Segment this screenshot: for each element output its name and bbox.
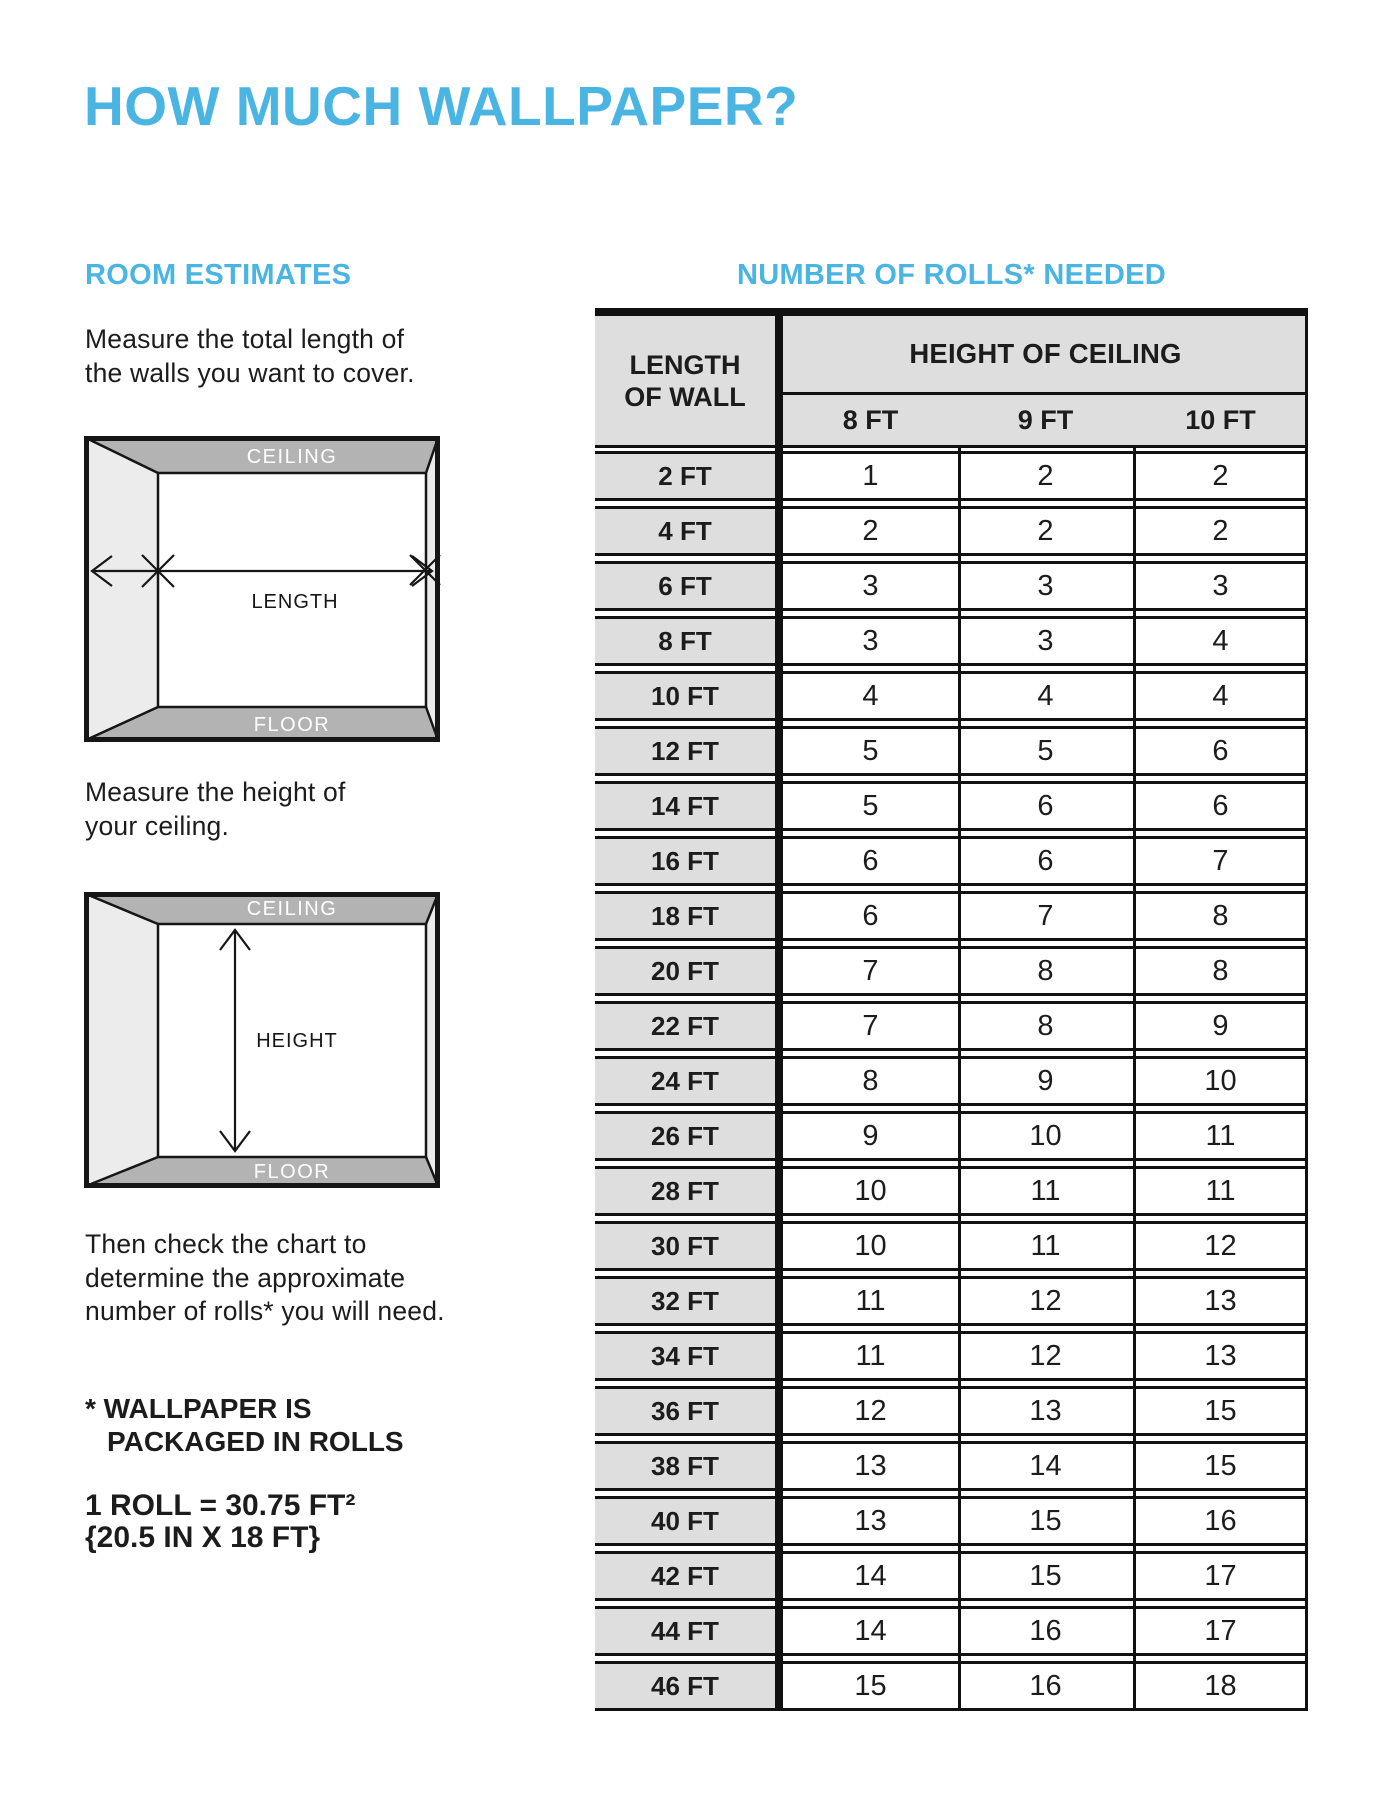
roll-count-cell: 5 (958, 726, 1133, 776)
wall-length-cell: 24 FT (595, 1056, 775, 1106)
row-values (783, 1661, 1308, 1711)
wall-length-cell: 46 FT (595, 1661, 775, 1711)
table-row (595, 1111, 1308, 1161)
roll-count-cell: 10 (783, 1166, 958, 1216)
row-values (783, 781, 1308, 831)
roll-count-cell: 15 (1133, 1386, 1308, 1436)
table-row (595, 1496, 1308, 1546)
row-values (783, 616, 1308, 666)
roll-count-cell: 10 (1133, 1056, 1308, 1106)
wall-length-cell: 36 FT (595, 1386, 775, 1436)
row-values (783, 1386, 1308, 1436)
row-values (783, 1111, 1308, 1161)
ceiling-label: CEILING (246, 898, 338, 920)
roll-count-cell: 13 (1133, 1331, 1308, 1381)
roll-count-cell: 4 (1133, 671, 1308, 721)
roll-count-cell: 15 (1133, 1441, 1308, 1491)
table-top-border (595, 308, 1308, 316)
roll-count-cell: 17 (1133, 1606, 1308, 1656)
left-wall (86, 894, 158, 1186)
table-row (595, 891, 1308, 941)
paragraph-line: number of rolls* you will need. (85, 1296, 445, 1326)
table-row (595, 946, 1308, 996)
roll-count-cell: 13 (958, 1386, 1133, 1436)
table-row (595, 1276, 1308, 1326)
roll-count-cell: 12 (958, 1276, 1133, 1326)
row-values (783, 1221, 1308, 1271)
row-values (783, 1276, 1308, 1326)
height-of-ceiling-label: HEIGHT OF CEILING (909, 338, 1182, 369)
measure-height-paragraph (85, 775, 346, 843)
row-values (783, 1056, 1308, 1106)
wall-length-cell: 14 FT (595, 781, 775, 831)
roll-count-cell: 13 (783, 1496, 958, 1546)
table-row (595, 451, 1308, 501)
ceiling-height-header (783, 316, 1308, 448)
header-line: OF WALL (624, 381, 746, 412)
roll-count-cell: 3 (1133, 561, 1308, 611)
roll-count-cell: 4 (958, 671, 1133, 721)
wall-length-cell: 20 FT (595, 946, 775, 996)
row-values (783, 1166, 1308, 1216)
roll-count-cell: 2 (783, 506, 958, 556)
roll-count-cell: 11 (1133, 1111, 1308, 1161)
roll-count-cell: 2 (958, 506, 1133, 556)
roll-count-cell: 17 (1133, 1551, 1308, 1601)
table-row (595, 836, 1308, 886)
table-row (595, 1331, 1308, 1381)
roll-count-cell: 2 (1133, 506, 1308, 556)
table-row (595, 616, 1308, 666)
roll-count-cell: 11 (1133, 1166, 1308, 1216)
roll-count-cell: 5 (783, 726, 958, 776)
row-values (783, 891, 1308, 941)
floor-label: FLOOR (253, 1161, 331, 1183)
row-values (783, 836, 1308, 886)
table-row (595, 506, 1308, 556)
roll-count-cell: 9 (1133, 1001, 1308, 1051)
roll-count-cell: 5 (783, 781, 958, 831)
roll-count-cell: 6 (783, 836, 958, 886)
roll-count-cell: 3 (958, 616, 1133, 666)
table-row (595, 671, 1308, 721)
paragraph-line: Then check the chart to (85, 1229, 367, 1259)
back-wall (158, 473, 426, 707)
roll-count-cell: 13 (783, 1441, 958, 1491)
room-length-diagram (84, 436, 440, 742)
wall-length-cell: 28 FT (595, 1166, 775, 1216)
wall-length-cell: 4 FT (595, 506, 775, 556)
left-wall (86, 438, 158, 740)
table-thick-divider (775, 316, 783, 1711)
roll-count-cell: 15 (958, 1551, 1133, 1601)
roll-count-cell: 6 (1133, 726, 1308, 776)
roll-count-cell: 9 (958, 1056, 1133, 1106)
row-values (783, 726, 1308, 776)
row-values (783, 1331, 1308, 1381)
wall-length-cell: 30 FT (595, 1221, 775, 1271)
wall-length-cell: 26 FT (595, 1111, 775, 1161)
roll-count-cell: 6 (1133, 781, 1308, 831)
roll-count-cell: 16 (958, 1606, 1133, 1656)
roll-count-cell: 6 (958, 781, 1133, 831)
paragraph-line: the walls you want to cover. (85, 358, 415, 388)
wall-length-cell: 6 FT (595, 561, 775, 611)
table-rows (595, 451, 1308, 1716)
wall-length-cell: 16 FT (595, 836, 775, 886)
table-row (595, 1551, 1308, 1601)
rolls-needed-heading: NUMBER OF ROLLS* NEEDED (736, 259, 1167, 291)
row-values (783, 1496, 1308, 1546)
table-row (595, 1386, 1308, 1436)
roll-count-cell: 12 (1133, 1221, 1308, 1271)
row-values (783, 1001, 1308, 1051)
length-of-wall-header (595, 316, 775, 448)
paragraph-line: your ceiling. (85, 811, 230, 841)
wall-length-cell: 42 FT (595, 1551, 775, 1601)
floor-label: FLOOR (253, 714, 331, 736)
roll-count-cell: 11 (958, 1166, 1133, 1216)
roll-count-cell: 6 (783, 891, 958, 941)
roll-count-cell: 1 (783, 451, 958, 501)
roll-count-cell: 3 (783, 561, 958, 611)
table-row (595, 1056, 1308, 1106)
height-label: HEIGHT (256, 1030, 338, 1052)
page-title: HOW MUCH WALLPAPER? (84, 75, 799, 137)
wall-length-cell: 32 FT (595, 1276, 775, 1326)
roll-count-cell: 11 (958, 1221, 1133, 1271)
roll-count-cell: 6 (958, 836, 1133, 886)
wall-length-cell: 38 FT (595, 1441, 775, 1491)
table-row (595, 1441, 1308, 1491)
row-values (783, 561, 1308, 611)
roll-count-cell: 15 (958, 1496, 1133, 1546)
table-header (595, 316, 1308, 448)
header-line: LENGTH (629, 349, 741, 380)
column-header-8ft: 8 FT (842, 404, 899, 435)
roll-count-cell: 11 (783, 1276, 958, 1326)
check-chart-paragraph (85, 1228, 445, 1329)
row-values (783, 1441, 1308, 1491)
paragraph-line: Measure the height of (85, 777, 346, 807)
column-headers (783, 395, 1308, 445)
wall-length-cell: 34 FT (595, 1331, 775, 1381)
rolls-table (595, 308, 1308, 1711)
roll-count-cell: 14 (958, 1441, 1133, 1491)
table-row (595, 1606, 1308, 1656)
table-row (595, 561, 1308, 611)
table-row (595, 781, 1308, 831)
table-row (595, 726, 1308, 776)
roll-count-cell: 18 (1133, 1661, 1308, 1711)
roll-count-cell: 7 (1133, 836, 1308, 886)
roll-count-cell: 8 (1133, 946, 1308, 996)
roll-count-cell: 12 (958, 1331, 1133, 1381)
table-row (595, 1166, 1308, 1216)
roll-count-cell: 8 (783, 1056, 958, 1106)
row-values (783, 451, 1308, 501)
roll-count-cell: 8 (1133, 891, 1308, 941)
wall-length-cell: 40 FT (595, 1496, 775, 1546)
roll-count-cell: 15 (783, 1661, 958, 1711)
roll-count-cell: 8 (958, 1001, 1133, 1051)
roll-count-cell: 2 (1133, 451, 1308, 501)
row-values (783, 506, 1308, 556)
roll-count-cell: 11 (783, 1331, 958, 1381)
column-header-10ft: 10 FT (1185, 404, 1256, 435)
table-row (595, 1661, 1308, 1711)
roll-count-cell: 13 (1133, 1276, 1308, 1326)
footnote-line: * WALLPAPER IS (85, 1393, 312, 1424)
wall-length-cell: 10 FT (595, 671, 775, 721)
wall-length-cell: 12 FT (595, 726, 775, 776)
roll-area-fact: 1 ROLL = 30.75 FT² (85, 1489, 356, 1522)
table-row (595, 1001, 1308, 1051)
roll-count-cell: 14 (783, 1606, 958, 1656)
row-values (783, 1551, 1308, 1601)
footnote-line: PACKAGED IN ROLLS (107, 1426, 404, 1457)
roll-count-cell: 9 (783, 1111, 958, 1161)
roll-count-cell: 4 (783, 671, 958, 721)
ceiling-label: CEILING (246, 446, 338, 468)
row-values (783, 1606, 1308, 1656)
wall-length-cell: 18 FT (595, 891, 775, 941)
roll-count-cell: 14 (783, 1551, 958, 1601)
table-row (595, 1221, 1308, 1271)
roll-dimensions-fact: {20.5 IN X 18 FT} (85, 1521, 321, 1554)
roll-count-cell: 7 (783, 946, 958, 996)
measure-length-paragraph (85, 322, 415, 390)
roll-count-cell: 3 (783, 616, 958, 666)
table-right-border (1305, 316, 1308, 1711)
roll-count-cell: 16 (1133, 1496, 1308, 1546)
rolls-footnote (85, 1392, 404, 1458)
wall-length-cell: 2 FT (595, 451, 775, 501)
roll-count-cell: 3 (958, 561, 1133, 611)
table-column-divider (958, 448, 961, 1711)
roll-count-cell: 8 (958, 946, 1133, 996)
roll-count-cell: 10 (958, 1111, 1133, 1161)
table-column-divider (1133, 448, 1136, 1711)
roll-count-cell: 16 (958, 1661, 1133, 1711)
row-values (783, 671, 1308, 721)
column-header-9ft: 9 FT (1017, 404, 1074, 435)
length-label: LENGTH (251, 591, 339, 613)
roll-count-cell: 12 (783, 1386, 958, 1436)
wall-length-cell: 22 FT (595, 1001, 775, 1051)
room-height-diagram (84, 892, 440, 1188)
row-values (783, 946, 1308, 996)
wall-length-cell: 8 FT (595, 616, 775, 666)
roll-count-cell: 4 (1133, 616, 1308, 666)
roll-count-cell: 10 (783, 1221, 958, 1271)
room-estimates-heading: ROOM ESTIMATES (85, 259, 352, 291)
wall-length-cell: 44 FT (595, 1606, 775, 1656)
roll-count-cell: 2 (958, 451, 1133, 501)
paragraph-line: determine the approximate (85, 1262, 406, 1293)
roll-count-cell: 7 (958, 891, 1133, 941)
paragraph-line: Measure the total length of (85, 324, 405, 354)
roll-count-cell: 7 (783, 1001, 958, 1051)
